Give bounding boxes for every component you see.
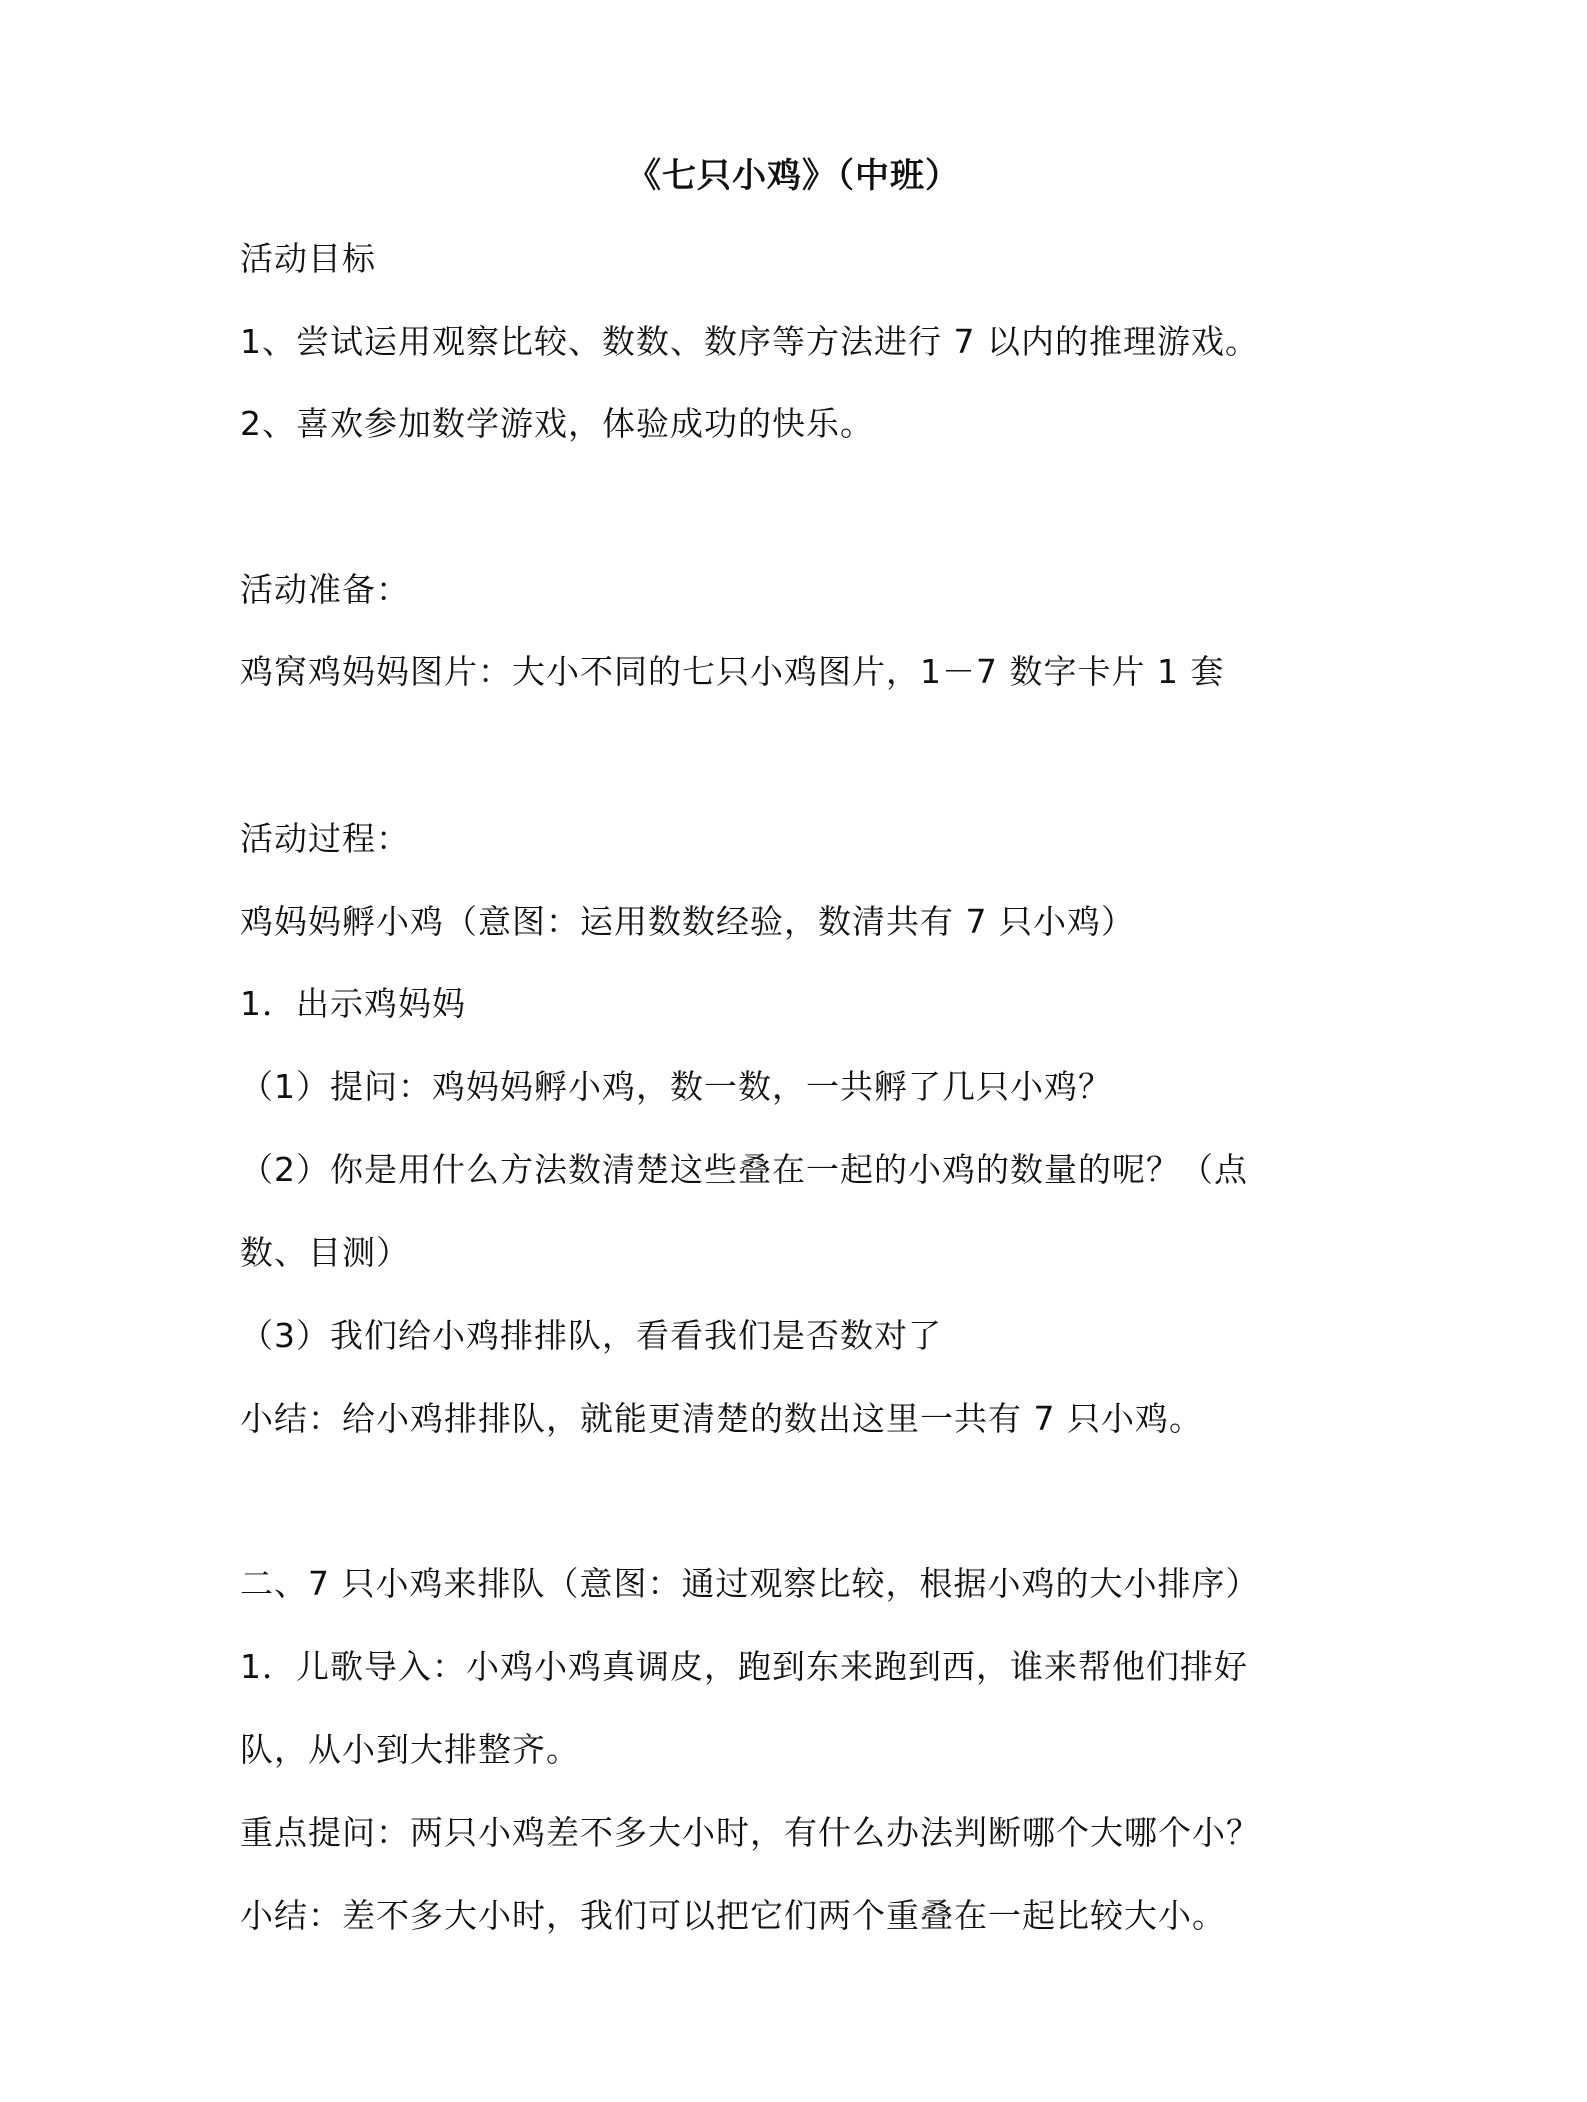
- process-part-2-heading: 二、7 只小鸡来排队（意图：通过观察比较，根据小鸡的大小排序）: [240, 1564, 1260, 1603]
- process-question-1: （1）提问：鸡妈妈孵小鸡，数一数，一共孵了几只小鸡？: [240, 1067, 1112, 1106]
- goal-item-1: 1、尝试运用观察比较、数数、数序等方法进行 7 以内的推理游戏。: [240, 322, 1259, 361]
- section-heading-goals: 活动目标: [240, 239, 376, 278]
- process-step-1: 1．出示鸡妈妈: [240, 984, 466, 1023]
- process-question-2-cont: 数、目测）: [240, 1233, 410, 1272]
- process-summary-2: 小结：差不多大小时，我们可以把它们两个重叠在一起比较大小。: [240, 1896, 1226, 1935]
- goal-item-2: 2、喜欢参加数学游戏，体验成功的快乐。: [240, 404, 874, 443]
- process-part-2-step-1: 1．儿歌导入：小鸡小鸡真调皮，跑到东来跑到西，谁来帮他们排好: [240, 1647, 1248, 1686]
- process-part-1-heading: 鸡妈妈孵小鸡（意图：运用数数经验，数清共有 7 只小鸡）: [240, 902, 1135, 941]
- process-question-3: （3）我们给小鸡排排队，看看我们是否数对了: [240, 1316, 942, 1355]
- section-heading-preparation: 活动准备：: [240, 570, 410, 609]
- key-question: 重点提问：两只小鸡差不多大小时，有什么办法判断哪个大哪个小？: [240, 1813, 1260, 1852]
- process-question-2: （2）你是用什么方法数清楚这些叠在一起的小鸡的数量的呢？（点: [240, 1150, 1248, 1189]
- process-part-2-step-1-cont: 队，从小到大排整齐。: [240, 1730, 580, 1769]
- document-title: 《七只小鸡》（中班）: [627, 156, 960, 196]
- section-heading-process: 活动过程：: [240, 819, 410, 858]
- preparation-text: 鸡窝鸡妈妈图片：大小不同的七只小鸡图片，1－7 数字卡片 1 套: [240, 652, 1225, 691]
- process-summary-1: 小结：给小鸡排排队，就能更清楚的数出这里一共有 7 只小鸡。: [240, 1399, 1203, 1438]
